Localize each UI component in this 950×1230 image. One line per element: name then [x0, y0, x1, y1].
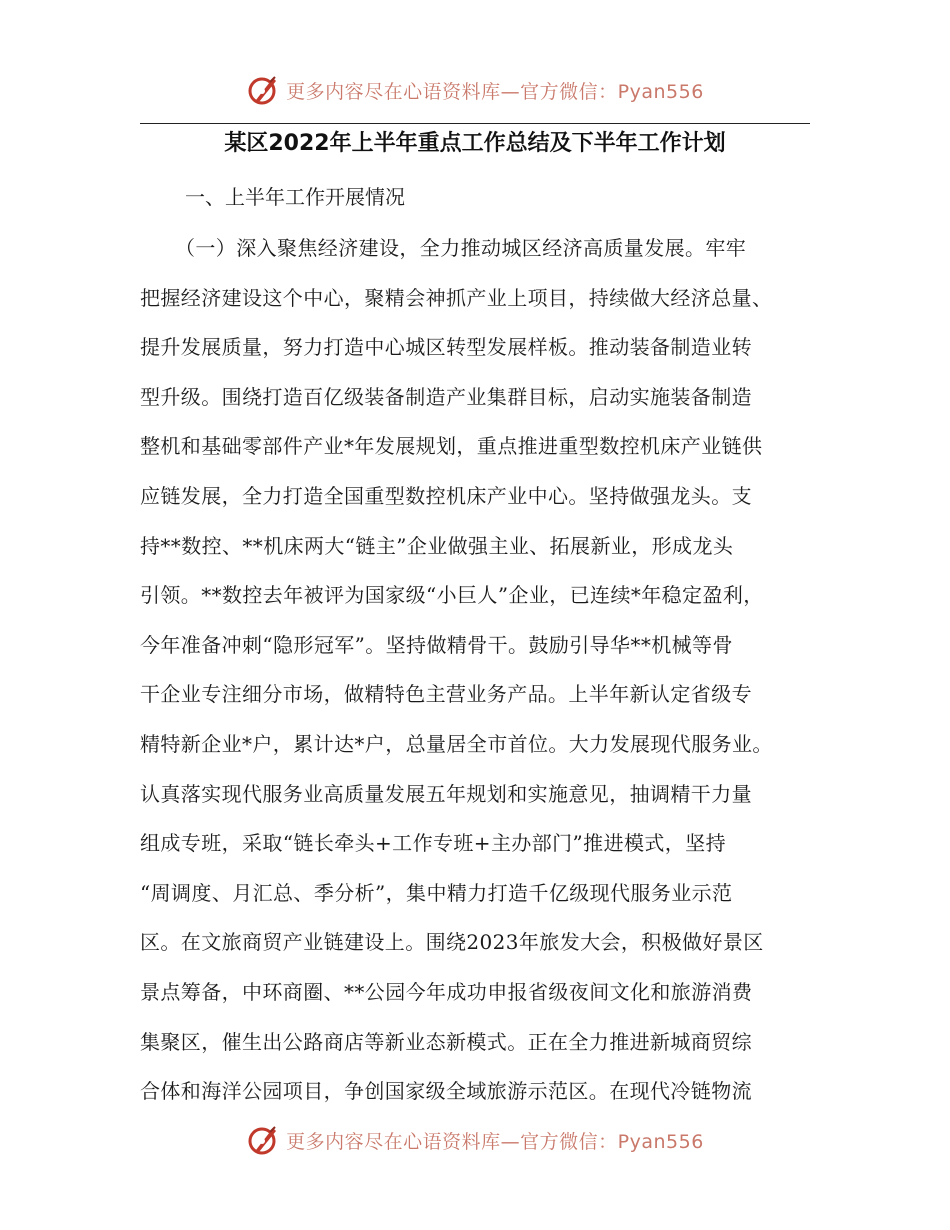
- quill-logo-icon: [246, 1123, 280, 1157]
- footer-banner-text: 更多内容尽在心语资料库—官方微信：Pyan556: [286, 1130, 704, 1153]
- body-line: “周调度、月汇总、季分析”，集中精力打造千亿级现代服务业示范: [140, 880, 733, 905]
- body-line: （一）深入聚焦经济建设，全力推动城区经济高质量发展。牢牢: [175, 236, 747, 260]
- body-text: [140, 230, 820, 1123]
- body-line: 景点筹备，中环商圈、**公园今年成功申报省级夜间文化和旅游消费: [140, 979, 753, 1004]
- section-heading: 一、上半年工作开展情况: [185, 185, 405, 209]
- body-line: 精特新企业*户，累计达*户，总量居全市首位。大力发展现代服务业。: [140, 731, 773, 756]
- quill-logo-icon: [246, 73, 280, 107]
- body-line: 集聚区，催生出公路商店等新业态新模式。正在全力推进新城商贸综: [140, 1029, 752, 1054]
- body-line: 合体和海洋公园项目，争创国家级全域旅游示范区。在现代冷链物流: [140, 1079, 752, 1104]
- body-line: 引领。**数控去年被评为国家级“小巨人”企业，已连续*年稳定盈利，: [140, 583, 764, 608]
- body-line: 型升级。围绕打造百亿级装备制造产业集群目标，启动实施装备制造: [140, 384, 752, 409]
- body-line: 组成专班，采取“链长牵头+工作专班+主办部门”推进模式，坚持: [140, 831, 726, 856]
- body-line: 应链发展，全力打造全国重型数控机床产业中心。坚持做强龙头。支: [140, 483, 752, 508]
- footer-banner: [0, 1120, 950, 1160]
- header-banner-text: 更多内容尽在心语资料库—官方微信：Pyan556: [286, 80, 704, 103]
- body-line: 整机和基础零部件产业*年发展规划，重点推进重型数控机床产业链供: [140, 434, 763, 459]
- body-line: 提升发展质量，努力打造中心城区转型发展样板。推动装备制造业转: [140, 335, 752, 360]
- body-line: 把握经济建设这个中心，聚精会神抓产业上项目，持续做大经济总量、: [140, 285, 773, 310]
- body-line: 区。在文旅商贸产业链建设上。围绕2023年旅发大会，积极做好景区: [140, 930, 764, 955]
- header-banner: [0, 70, 950, 110]
- document-title: 某区2022年上半年重点工作总结及下半年工作计划: [224, 131, 726, 156]
- body-line: 认真落实现代服务业高质量发展五年规划和实施意见，抽调精干力量: [140, 781, 752, 806]
- body-line: 今年准备冲刺“隐形冠军”。坚持做精骨干。鼓励引导华**机械等骨: [140, 632, 733, 657]
- body-line: 持**数控、**机床两大“链主”企业做强主业、拓展新业，形成龙头: [140, 533, 734, 558]
- body-line: 干企业专注细分市场，做精特色主营业务产品。上半年新认定省级专: [140, 682, 752, 707]
- title-rule: [140, 123, 810, 124]
